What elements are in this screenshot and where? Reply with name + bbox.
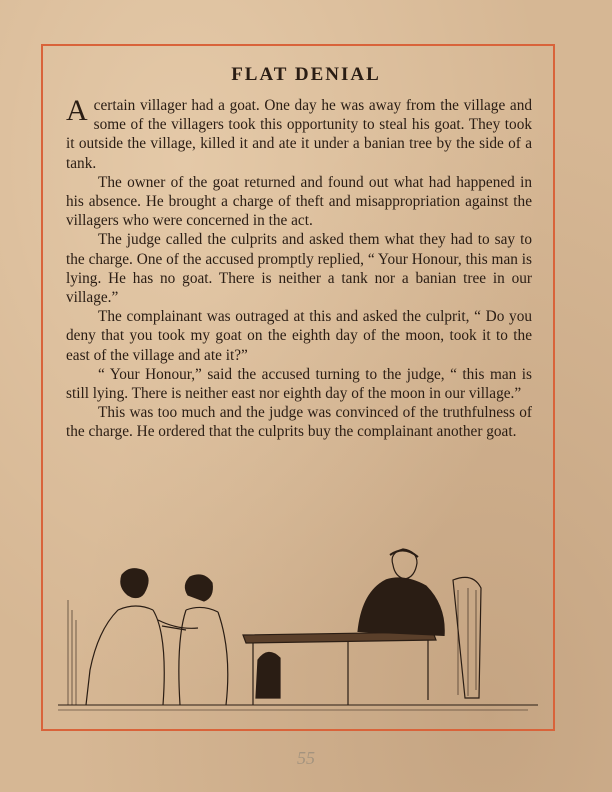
villager-figure [121,569,148,598]
story-paragraph: Acertain villager had a goat. One day he was away from the village and some of the villagers took this opportunity to steal his goat. They took it outside the village, killed it and ate it under a banian tree by the side of a tank. [66,94,532,172]
story-paragraph: The judge called the culprits and asked them what they had to say to the charge. One of the accused promptly replied, “ Your Honour, this man is lying. He has no goat. There is neither a tank nor a banian tree in our village.” [66,231,532,307]
page-number: 55 [297,748,315,768]
story-body [66,96,532,442]
story-title: FLAT DENIAL [231,64,381,85]
accused-figure [185,575,212,601]
story-paragraph: “ Your Honour,” said the accused turning to the judge, “ this man is still lying. There is neither east nor eighth day of the moon in our village.” [66,365,532,403]
courtroom-illustration [58,540,538,720]
story-paragraph: The owner of the goat returned and found out what had happened in his absence. He brought a charge of theft and misappropriation against the villagers who were concerned in the act. [66,173,532,230]
drop-cap: A [66,94,88,127]
story-paragraph: This was too much and the judge was convinced of the truthfulness of the charge. He ordered that the culprits buy the complainant another goat. [66,404,532,441]
story-paragraph: The complainant was outraged at this and asked the culprit, “ Do you deny that you took my goat on the eighth day of the moon, took it to the east of the village and ate it?” [66,308,532,364]
chair [453,577,481,698]
